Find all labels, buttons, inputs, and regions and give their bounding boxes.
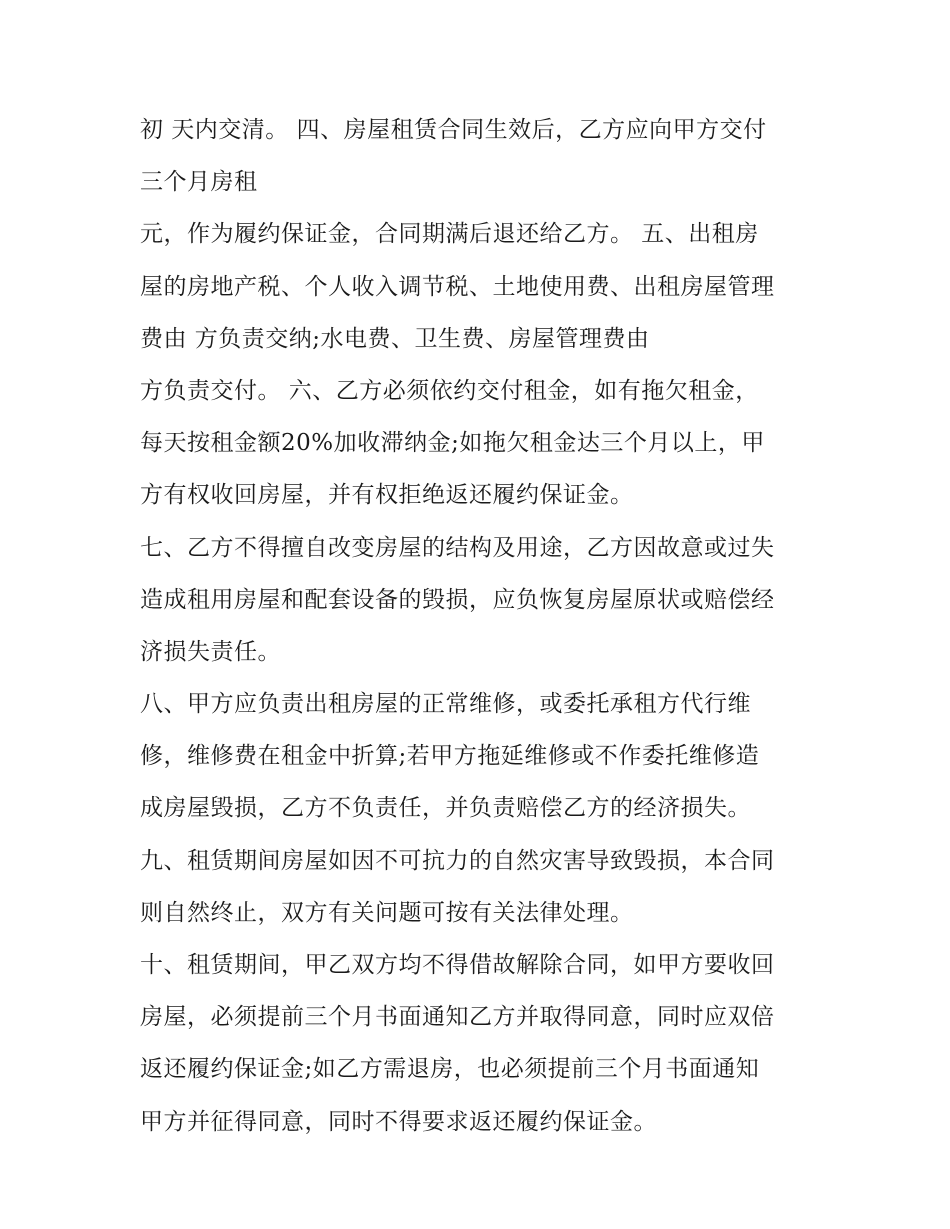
text-line: 八、甲方应负责出租房屋的正常维修，或委托承租方代行维 <box>140 691 751 718</box>
text-line: 七、乙方不得擅自改变房屋的结构及用途，乙方因故意或过失 <box>140 534 775 561</box>
text-line: 费由 方负责交纳;水电费、卫生费、房屋管理费由 <box>140 325 650 352</box>
text-line: 初 天内交清。 四、房屋租赁合同生效后，乙方应向甲方交付 <box>140 117 767 143</box>
text-line: 则自然终止，双方有关问题可按有关法律处理。 <box>140 899 634 926</box>
text-line: 方负责交付。 六、乙方必须依约交付租金，如有拖欠租金， <box>140 377 759 404</box>
text-line: 三个月房租 <box>140 169 258 196</box>
text-line: 每天按租金额20%加收滞纳金;如拖欠租金达三个月以上，甲 <box>140 430 765 457</box>
text-line: 九、租赁期间房屋如因不可抗力的自然灾害导致毁损，本合同 <box>140 847 775 874</box>
text-line: 甲方并征得同意，同时不得要求返还履约保证金。 <box>140 1108 657 1135</box>
text-line: 修，维修费在租金中折算;若甲方拖延维修或不作委托维修造 <box>140 743 760 770</box>
text-line: 元，作为履约保证金，合同期满后退还给乙方。 五、出租房 <box>140 221 759 248</box>
text-line: 十、租赁期间，甲乙双方均不得借故解除合同，如甲方要收回 <box>140 952 775 978</box>
text-line: 方有权收回房屋，并有权拒绝返还履约保证金。 <box>140 482 634 509</box>
text-line: 济损失责任。 <box>140 638 281 665</box>
text-line: 造成租用房屋和配套设备的毁损，应负恢复房屋原状或赔偿经 <box>140 586 775 613</box>
text-line: 返还履约保证金;如乙方需退房，也必须提前三个月书面通知 <box>140 1056 760 1083</box>
text-line: 屋的房地产税、个人收入调节税、土地使用费、出租房屋管理 <box>140 273 775 300</box>
text-line: 房屋，必须提前三个月书面通知乙方并取得同意，同时应双倍 <box>140 1004 775 1031</box>
text-line: 成房屋毁损，乙方不负责任，并负责赔偿乙方的经济损失。 <box>140 795 751 822</box>
contract-text-body <box>140 104 840 1148</box>
